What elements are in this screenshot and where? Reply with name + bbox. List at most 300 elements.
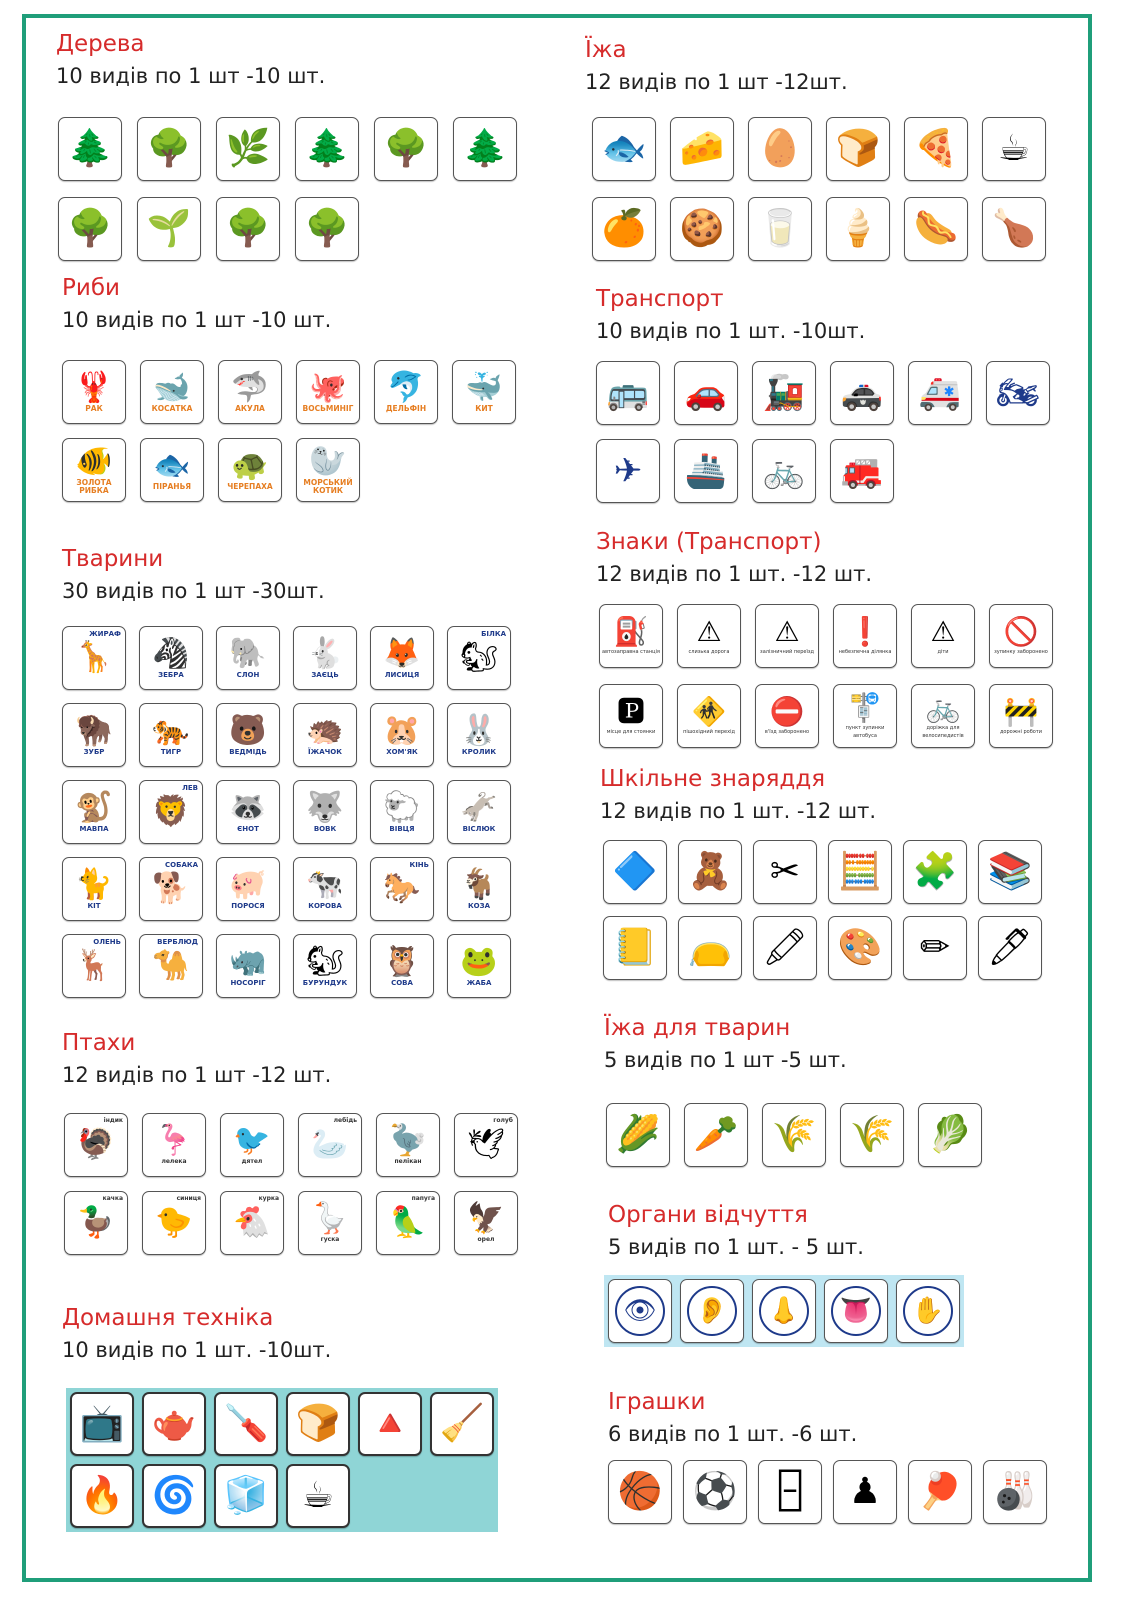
section-school xyxy=(600,765,876,825)
card-label: АКУЛА xyxy=(235,404,265,413)
card-label: лебідь xyxy=(333,1117,357,1124)
transport-card xyxy=(986,361,1050,425)
tree-card xyxy=(374,117,438,181)
animal-card xyxy=(447,626,511,690)
transport-icon: 🚢 xyxy=(684,451,728,491)
food-card xyxy=(982,197,1046,261)
card-label: ХОМ'ЯК xyxy=(386,748,418,756)
toy-icon: 🎳 xyxy=(992,1471,1038,1512)
animal-icon: 🐻 xyxy=(229,713,267,748)
appliance-card xyxy=(430,1392,494,1456)
card-label: КОРОВА xyxy=(308,902,342,910)
school-item-card xyxy=(978,916,1042,980)
section-title: Домашня техніка xyxy=(62,1305,274,1331)
animal-icon: 🦉 xyxy=(383,944,421,979)
toy-card xyxy=(683,1460,747,1524)
card-label: ПІРАНЬЯ xyxy=(152,482,192,491)
animal-card xyxy=(62,934,126,998)
animal-food-card xyxy=(918,1103,982,1167)
card-label: пункт зупинки автобуса xyxy=(845,725,885,739)
card-label: ТИГР xyxy=(160,748,182,756)
appliance-card xyxy=(214,1464,278,1528)
fish-icon: 🐬 xyxy=(387,370,425,405)
fish-icon: 🐟 xyxy=(153,448,191,483)
bird-card xyxy=(142,1191,206,1255)
animal-card xyxy=(139,934,203,998)
sense-icon: 👃 xyxy=(759,1286,809,1336)
appliance-icon: 🌀 xyxy=(151,1475,197,1516)
card-label: голуб xyxy=(493,1117,513,1124)
toy-icon: ♟ xyxy=(848,1471,882,1512)
animal-card xyxy=(216,626,280,690)
appliances-band xyxy=(66,1388,498,1532)
animal-icon: 🐰 xyxy=(460,713,498,748)
bird-icon: 🪿 xyxy=(311,1201,349,1236)
card-label: ВОСЬМИНІГ xyxy=(302,404,354,413)
sense-card xyxy=(896,1279,960,1343)
road-sign-icon: ⛽ xyxy=(613,615,649,648)
fish-icon: 🦭 xyxy=(309,444,347,479)
appliance-card xyxy=(214,1392,278,1456)
fish-icon: 🐙 xyxy=(309,370,347,405)
card-label: СОВА xyxy=(391,979,413,987)
appliance-card xyxy=(70,1464,134,1528)
section-subtitle: 5 видів по 1 шт -5 шт. xyxy=(604,1048,847,1072)
tree-card xyxy=(216,197,280,261)
road-sign-card xyxy=(989,604,1053,668)
animal-icon: 🐖 xyxy=(229,867,267,902)
card-label: зупинку заборонено xyxy=(994,649,1048,655)
road-sign-icon: 🚸 xyxy=(691,695,727,728)
animal-card xyxy=(62,626,126,690)
card-label: БУРУНДУК xyxy=(302,979,348,987)
school-item-icon: ✏ xyxy=(919,927,951,968)
animal-card xyxy=(293,626,357,690)
card-label: ДЕЛЬФІН xyxy=(385,404,427,413)
bird-icon: 🦩 xyxy=(155,1123,193,1158)
road-sign-card xyxy=(911,604,975,668)
card-label: ЗЕБРА xyxy=(158,671,184,679)
food-card xyxy=(670,197,734,261)
bird-icon: 🐦 xyxy=(233,1123,271,1158)
animal-card xyxy=(216,703,280,767)
animal-card xyxy=(370,780,434,844)
card-label: КОЗА xyxy=(467,902,491,910)
animal-card xyxy=(370,626,434,690)
animal-food-icon: 🥕 xyxy=(693,1114,739,1155)
animal-icon: 🐈 xyxy=(75,867,113,902)
section-subtitle: 6 видів по 1 шт. -6 шт. xyxy=(608,1422,858,1446)
animal-food-icon: 🌾 xyxy=(771,1114,817,1155)
section-fish xyxy=(62,274,331,334)
toy-card xyxy=(983,1460,1047,1524)
card-label: пішохідний перехід xyxy=(683,729,735,735)
toy-icon: 🏓 xyxy=(917,1471,963,1512)
card-label: папуга xyxy=(411,1195,435,1202)
bird-icon: 🦤 xyxy=(389,1123,427,1158)
transport-icon: 🚒 xyxy=(840,451,884,491)
food-icon: 🍞 xyxy=(835,128,881,169)
school-item-icon: 🖊 xyxy=(987,927,1033,968)
card-label: СЛОН xyxy=(236,671,260,679)
food-card xyxy=(670,117,734,181)
bird-card xyxy=(376,1191,440,1255)
animal-icon: 🐿 xyxy=(305,944,345,979)
fish-icon: 🐢 xyxy=(231,448,269,483)
animal-card xyxy=(293,780,357,844)
section-senses xyxy=(608,1201,864,1261)
appliance-icon: 🫖 xyxy=(151,1403,197,1444)
section-subtitle: 12 видів по 1 шт. -12 шт. xyxy=(596,562,873,586)
animal-card xyxy=(139,780,203,844)
sense-card xyxy=(752,1279,816,1343)
school-item-icon: ✂ xyxy=(769,851,801,892)
card-label: синиця xyxy=(176,1195,201,1202)
tree-icon: 🌳 xyxy=(383,128,429,169)
card-label: ВЕРБЛЮД xyxy=(157,938,198,946)
fish-card xyxy=(452,360,516,424)
food-grid xyxy=(592,117,1046,261)
animals-grid xyxy=(62,626,511,998)
card-label: лелека xyxy=(161,1158,187,1165)
food-icon: 🧀 xyxy=(679,128,725,169)
animal-card xyxy=(216,857,280,921)
tree-icon: 🌳 xyxy=(67,208,113,249)
toy-icon: ⚽ xyxy=(692,1471,738,1512)
tree-card xyxy=(137,197,201,261)
toys-grid xyxy=(608,1460,1047,1524)
animal-card xyxy=(370,703,434,767)
transport-card xyxy=(674,439,738,503)
card-label: МАВПА xyxy=(79,825,109,833)
appliance-card xyxy=(286,1464,350,1528)
section-title: Тварини xyxy=(62,546,164,572)
tree-card xyxy=(295,197,359,261)
fish-card xyxy=(62,438,126,502)
transport-icon: 🚌 xyxy=(606,373,650,413)
road-sign-icon: 🚧 xyxy=(1003,695,1039,728)
appliance-card xyxy=(70,1392,134,1456)
animal-icon: 🦬 xyxy=(75,713,113,748)
appliance-icon: ☕ xyxy=(301,1475,335,1516)
card-label: діти xyxy=(937,649,949,655)
toy-icon: 🁣 xyxy=(775,1471,805,1512)
road-sign-card xyxy=(989,684,1053,748)
card-label: ПОРОСЯ xyxy=(231,902,265,910)
card-label: НОСОРІГ xyxy=(230,979,266,987)
sense-icon: 👁 xyxy=(615,1286,665,1336)
school-item-card xyxy=(603,916,667,980)
section-signs xyxy=(596,528,872,588)
bird-card xyxy=(298,1113,362,1177)
school-item-card xyxy=(678,916,742,980)
appliance-card xyxy=(286,1392,350,1456)
food-card xyxy=(748,197,812,261)
transport-icon: 🏍 xyxy=(996,373,1040,413)
sense-card xyxy=(608,1279,672,1343)
card-label: РАК xyxy=(85,404,103,413)
animal-icon: 🐎 xyxy=(383,871,421,906)
animal-card xyxy=(216,934,280,998)
card-label: гуска xyxy=(320,1236,340,1243)
fish-grid xyxy=(62,360,516,502)
animal-card xyxy=(447,703,511,767)
section-subtitle: 5 видів по 1 шт. - 5 шт. xyxy=(608,1235,864,1259)
animal-card xyxy=(62,703,126,767)
school-item-card xyxy=(903,916,967,980)
card-label: ЗУБР xyxy=(83,748,105,756)
transport-icon: ✈ xyxy=(613,451,643,491)
animal-card xyxy=(62,780,126,844)
fish-icon: 🐳 xyxy=(465,370,503,405)
transport-icon: 🚗 xyxy=(684,373,728,413)
transport-icon: 🚓 xyxy=(840,373,884,413)
bird-card xyxy=(220,1113,284,1177)
fish-card xyxy=(62,360,126,424)
road-sign-icon: ⚠ xyxy=(930,615,956,648)
school-item-icon: 🔷 xyxy=(612,851,658,892)
card-label: КРОЛИК xyxy=(461,748,497,756)
card-label: в'їзд заборонено xyxy=(764,729,810,735)
food-icon: 🍊 xyxy=(601,208,647,249)
sense-icon: ✋ xyxy=(903,1286,953,1336)
section-trees xyxy=(56,30,325,90)
section-appliances xyxy=(62,1304,331,1364)
animal-icon: 🐸 xyxy=(460,944,498,979)
appliance-icon: 📺 xyxy=(79,1403,125,1444)
food-card xyxy=(592,117,656,181)
animal-card xyxy=(293,703,357,767)
fish-card xyxy=(140,360,204,424)
bird-card xyxy=(220,1191,284,1255)
card-label: КІТ xyxy=(87,902,101,910)
road-sign-card xyxy=(911,684,975,748)
road-sign-card xyxy=(677,684,741,748)
food-card xyxy=(826,117,890,181)
animal-icon: 🐿 xyxy=(459,640,499,675)
school-item-card xyxy=(978,840,1042,904)
bird-icon: 🦅 xyxy=(467,1201,505,1236)
appliance-icon: 🔺 xyxy=(367,1403,413,1444)
section-subtitle: 10 видів по 1 шт -10 шт. xyxy=(56,64,326,88)
card-label: ЖАБА xyxy=(466,979,492,987)
animal-card xyxy=(139,703,203,767)
road-sign-card xyxy=(599,684,663,748)
section-title: Іграшки xyxy=(608,1389,706,1415)
animal-card xyxy=(447,934,511,998)
animal-icon: 🐘 xyxy=(229,636,267,671)
tree-card xyxy=(58,117,122,181)
animal-icon: 🦁 xyxy=(152,794,190,829)
school-item-card xyxy=(753,840,817,904)
card-label: місце для стоянки xyxy=(606,729,656,735)
card-label: МОРСЬКИЙ КОТИК xyxy=(303,478,353,495)
signs-grid xyxy=(599,604,1053,748)
section-birds xyxy=(62,1029,331,1089)
animal-food-icon: 🌾 xyxy=(849,1114,895,1155)
food-icon: 🐟 xyxy=(601,128,647,169)
tree-icon: 🌲 xyxy=(67,128,113,169)
transport-grid xyxy=(596,361,1050,503)
animal-card xyxy=(293,934,357,998)
bird-icon: 🦜 xyxy=(389,1205,427,1240)
animal-food-card xyxy=(684,1103,748,1167)
fish-icon: 🐋 xyxy=(153,370,191,405)
card-label: індик xyxy=(103,1117,123,1124)
card-label: орел xyxy=(477,1236,495,1243)
trees-grid xyxy=(58,117,517,261)
section-subtitle: 10 видів по 1 шт. -10шт. xyxy=(62,1338,332,1362)
card-label: курка xyxy=(258,1195,279,1202)
appliance-icon: 🪛 xyxy=(223,1403,269,1444)
birds-grid xyxy=(64,1113,518,1255)
section-title: Знаки (Транспорт) xyxy=(596,529,822,555)
animal-icon: 🦒 xyxy=(75,640,113,675)
card-label: слизька дорога xyxy=(688,649,730,655)
tree-icon: 🌳 xyxy=(225,208,271,249)
card-label: автозаправна станція xyxy=(602,649,660,655)
animal-icon: 🦔 xyxy=(306,713,344,748)
appliances-grid xyxy=(66,1388,498,1532)
road-sign-card xyxy=(755,604,819,668)
bird-icon: 🦃 xyxy=(77,1127,115,1162)
appliance-icon: 🔥 xyxy=(79,1475,125,1516)
transport-card xyxy=(752,439,816,503)
road-sign-card xyxy=(755,684,819,748)
card-label: ЧЕРЕПАХА xyxy=(227,482,273,491)
sense-card xyxy=(680,1279,744,1343)
card-label: ЗОЛОТА РИБКА xyxy=(76,478,112,495)
card-label: ОЛЕНЬ xyxy=(93,938,121,946)
sense-icon: 👂 xyxy=(687,1286,737,1336)
school-item-icon: 🖍 xyxy=(762,927,808,968)
tree-card xyxy=(216,117,280,181)
school-grid xyxy=(603,840,1042,980)
card-label: пелікан xyxy=(394,1158,422,1165)
section-toys xyxy=(608,1388,857,1448)
bird-card xyxy=(298,1191,362,1255)
road-sign-card xyxy=(677,604,741,668)
transport-card xyxy=(830,361,894,425)
card-label: КИТ xyxy=(475,404,493,413)
section-title: Органи відчуття xyxy=(608,1202,808,1228)
animal-icon: 🦊 xyxy=(383,636,421,671)
school-item-icon: 👝 xyxy=(687,927,733,968)
tree-icon: 🌱 xyxy=(146,208,192,249)
school-item-icon: 📒 xyxy=(612,927,658,968)
school-item-card xyxy=(828,840,892,904)
animal-icon: 🦌 xyxy=(75,948,113,983)
card-label: ЗАЄЦЬ xyxy=(311,671,339,679)
card-label: КІНЬ xyxy=(409,861,429,869)
section-subtitle: 30 видів по 1 шт -30шт. xyxy=(62,579,325,603)
fish-icon: 🐠 xyxy=(75,444,113,479)
food-icon: 🍕 xyxy=(913,128,959,169)
food-icon: 🍦 xyxy=(835,208,881,249)
card-label: ЛЕВ xyxy=(182,784,198,792)
senses-grid xyxy=(604,1275,964,1347)
animal-card xyxy=(447,780,511,844)
senses-band xyxy=(604,1275,964,1347)
animal-food-icon: 🌽 xyxy=(615,1114,661,1155)
animal-icon: 🐅 xyxy=(152,713,190,748)
animal-card xyxy=(370,857,434,921)
tree-card xyxy=(58,197,122,261)
road-sign-icon: ⛔ xyxy=(769,695,805,728)
food-icon: 🌭 xyxy=(913,208,959,249)
transport-card xyxy=(596,361,660,425)
fish-card xyxy=(218,360,282,424)
road-sign-card xyxy=(833,684,897,748)
fish-card xyxy=(296,438,360,502)
animal-food-card xyxy=(840,1103,904,1167)
road-sign-icon: ⚠ xyxy=(774,615,800,648)
section-subtitle: 12 видів по 1 шт -12 шт. xyxy=(62,1063,332,1087)
section-subtitle: 10 видів по 1 шт. -10шт. xyxy=(596,319,866,343)
section-title: Їжа для тварин xyxy=(604,1015,791,1041)
school-item-card xyxy=(603,840,667,904)
transport-icon: 🚲 xyxy=(762,451,806,491)
road-sign-icon: ❗ xyxy=(847,615,883,648)
animal-icon: 🐹 xyxy=(383,713,421,748)
card-label: ВЕДМІДЬ xyxy=(229,748,267,756)
section-title: Птахи xyxy=(62,1030,136,1056)
food-card xyxy=(748,117,812,181)
tree-card xyxy=(453,117,517,181)
animal-card xyxy=(139,626,203,690)
card-label: дорожні роботи xyxy=(999,729,1043,735)
appliance-card xyxy=(142,1464,206,1528)
section-title: Риби xyxy=(62,275,120,301)
road-sign-card xyxy=(599,604,663,668)
animal-card xyxy=(62,857,126,921)
section-title: Шкільне знаряддя xyxy=(600,766,826,792)
card-label: залізничний переїзд xyxy=(760,649,814,655)
card-label: КОСАТКА xyxy=(151,404,193,413)
animal-card xyxy=(370,934,434,998)
card-label: ЇЖАЧОК xyxy=(308,748,342,756)
school-item-icon: 🧩 xyxy=(912,851,958,892)
road-sign-icon: 🅿 xyxy=(616,695,645,728)
tree-card xyxy=(137,117,201,181)
fish-card xyxy=(296,360,360,424)
fish-icon: 🦈 xyxy=(231,370,269,405)
card-label: БІЛКА xyxy=(481,630,506,638)
transport-card xyxy=(752,361,816,425)
transport-card xyxy=(830,439,894,503)
tree-icon: 🌳 xyxy=(304,208,350,249)
appliance-icon: 🧊 xyxy=(223,1475,269,1516)
food-icon: 🥚 xyxy=(757,128,803,169)
transport-card xyxy=(674,361,738,425)
animal-icon: 🦝 xyxy=(229,790,267,825)
card-label: небезпечна ділянка xyxy=(838,649,892,655)
food-icon: 🥛 xyxy=(757,208,803,249)
animal-icon: 🦓 xyxy=(152,636,190,671)
animal-icon: 🦏 xyxy=(229,944,267,979)
school-item-card xyxy=(678,840,742,904)
transport-card xyxy=(596,439,660,503)
animal-icon: 🐇 xyxy=(306,636,344,671)
animal-card xyxy=(447,857,511,921)
road-sign-card xyxy=(833,604,897,668)
road-sign-icon: 🚏 xyxy=(847,691,883,724)
food-icon: ☕ xyxy=(997,128,1031,169)
tree-icon: 🌲 xyxy=(304,128,350,169)
section-food xyxy=(585,36,848,96)
section-title: Їжа xyxy=(585,37,627,63)
transport-icon: 🚂 xyxy=(762,373,806,413)
